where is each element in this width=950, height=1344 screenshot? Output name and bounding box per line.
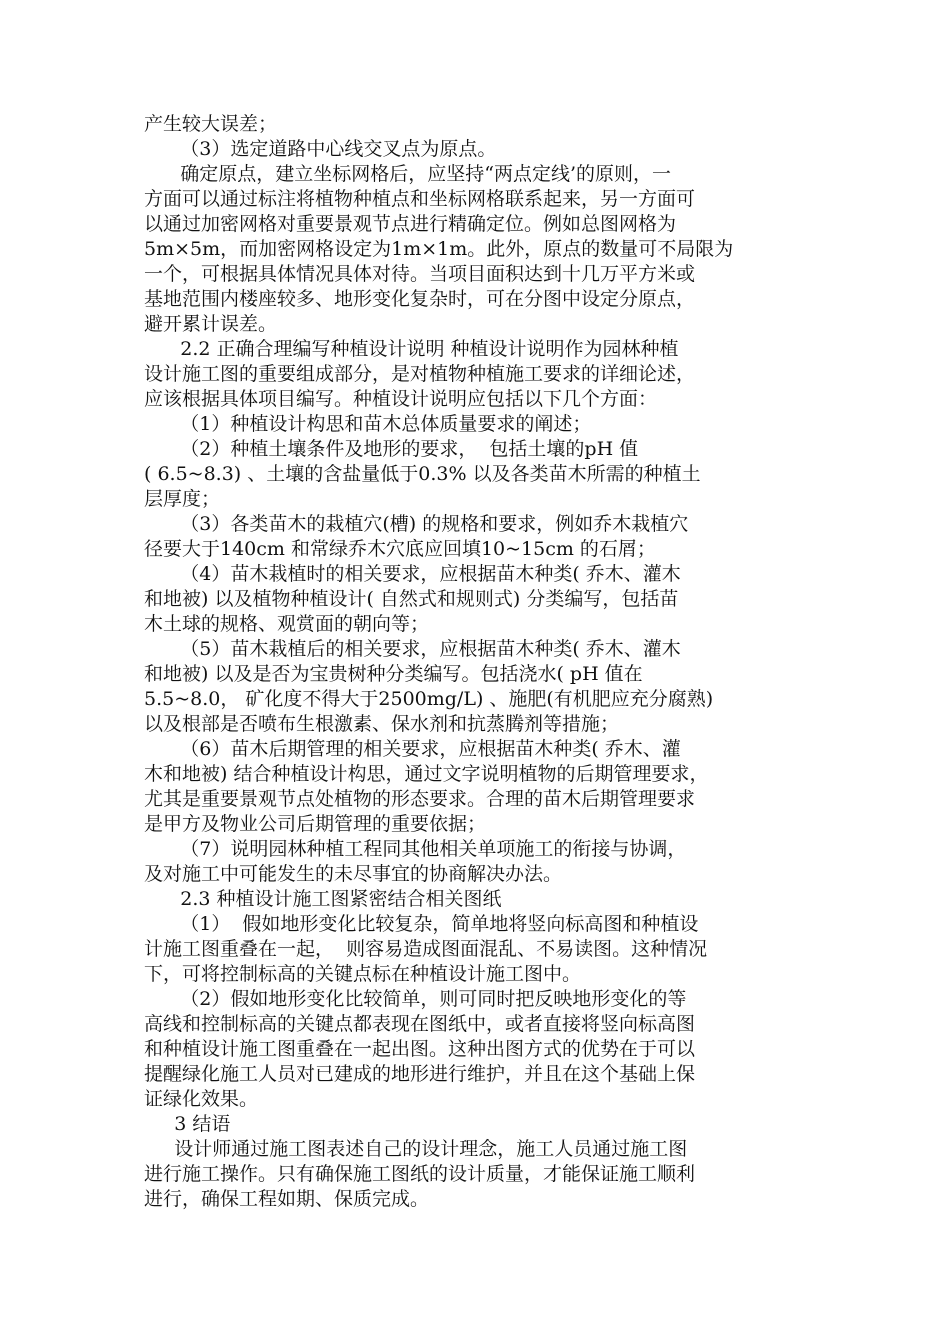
text-line: 和种植设计施工图重叠在一起出图。这种出图方式的优势在于可以 [144, 1038, 696, 1060]
text-line: ( 6.5~8.3) 、土壤的含盐量低于0.3% 以及各类苗木所需的种植土 [144, 463, 701, 485]
text-line: 5m×5m，而加密网格设定为1m×1m。此外，原点的数量可不局限为 [144, 238, 734, 260]
text-line: 是甲方及物业公司后期管理的重要依据； [144, 813, 487, 835]
body-text [144, 112, 816, 1212]
text-line: 设计师通过施工图表述自己的设计理念，施工人员通过施工图 [144, 1138, 688, 1160]
text-line: （2）种植土壤条件及地形的要求， 包括土壤的pH 值 [144, 438, 639, 460]
text-line: 进行施工操作。只有确保施工图纸的设计质量，才能保证施工顺利 [144, 1163, 696, 1185]
text-line: 提醒绿化施工人员对已建成的地形进行维护，并且在这个基础上保 [144, 1063, 696, 1085]
text-line: 以及根部是否喷布生根激素、保水剂和抗蒸腾剂等措施； [144, 713, 620, 735]
text-line: 木土球的规格、观赏面的朝向等； [144, 613, 430, 635]
text-line: 进行，确保工程如期、保质完成。 [144, 1188, 430, 1210]
text-line: 以通过加密网格对重要景观节点进行精确定位。例如总图网格为 [144, 213, 677, 235]
text-line: 2.3 种植设计施工图紧密结合相关图纸 [144, 888, 502, 910]
text-line: 避开累计误差。 [144, 313, 278, 335]
text-line: （3）选定道路中心线交叉点为原点。 [144, 138, 497, 160]
text-line: 径要大于140cm 和常绿乔木穴底应回填10~15cm 的石屑； [144, 538, 656, 560]
text-line: 确定原点，建立坐标网格后，应坚持“两点定线’的原则，一 [144, 163, 671, 185]
text-line: 5.5~8.0， 矿化度不得大于2500mg/L) 、施肥(有机肥应充分腐熟) [144, 688, 714, 710]
text-line: 产生较大误差； [144, 113, 278, 135]
text-line: 应该根据具体项目编写。种植设计说明应包括以下几个方面： [144, 388, 658, 410]
text-line: 方面可以通过标注将植物种植点和坐标网格联系起来，另一方面可 [144, 188, 696, 210]
text-line: （1）种植设计构思和苗木总体质量要求的阐述； [144, 413, 592, 435]
text-line: （4）苗木栽植时的相关要求，应根据苗木种类( 乔木、灌木 [144, 563, 681, 585]
text-line: 设计施工图的重要组成部分，是对植物种植施工要求的详细论述， [144, 363, 696, 385]
text-line: 计施工图重叠在一起， 则容易造成图面混乱、不易读图。这种情况 [144, 938, 708, 960]
text-line: 层厚度； [144, 488, 221, 510]
text-line: 高线和控制标高的关键点都表现在图纸中，或者直接将竖向标高图 [144, 1013, 696, 1035]
text-line: 3 结语 [144, 1113, 231, 1135]
text-line: （1） 假如地形变化比较复杂，简单地将竖向标高图和种植设 [144, 913, 699, 935]
text-line: 及对施工中可能发生的未尽事宜的协商解决办法。 [144, 863, 563, 885]
text-line: 和地被) 以及植物种植设计( 自然式和规则式) 分类编写，包括苗 [144, 588, 679, 610]
text-line: （6）苗木后期管理的相关要求，应根据苗木种类( 乔木、灌 [144, 738, 681, 760]
text-line: 基地范围内楼座较多、地形变化复杂时，可在分图中设定分原点， [144, 288, 696, 310]
text-line: 和地被) 以及是否为宝贵树种分类编写。包括浇水( pH 值在 [144, 663, 643, 685]
text-line: 证绿化效果。 [144, 1088, 259, 1110]
text-line: 一个，可根据具体情况具体对待。当项目面积达到十几万平方米或 [144, 263, 696, 285]
text-line: （5）苗木栽植后的相关要求，应根据苗木种类( 乔木、灌木 [144, 638, 681, 660]
text-line: 尤其是重要景观节点处植物的形态要求。合理的苗木后期管理要求 [144, 788, 696, 810]
text-line: （7）说明园林种植工程同其他相关单项施工的衔接与协调， [144, 838, 687, 860]
text-line: 2.2 正确合理编写种植设计说明 种植设计说明作为园林种植 [144, 338, 679, 360]
text-line: （2）假如地形变化比较简单，则可同时把反映地形变化的等 [144, 988, 687, 1010]
text-line: （3）各类苗木的栽植穴(槽) 的规格和要求，例如乔木栽植穴 [144, 513, 689, 535]
text-line: 木和地被) 结合种植设计构思，通过文字说明植物的后期管理要求， [144, 763, 709, 785]
text-line: 下，可将控制标高的关键点标在种植设计施工图中。 [144, 963, 582, 985]
